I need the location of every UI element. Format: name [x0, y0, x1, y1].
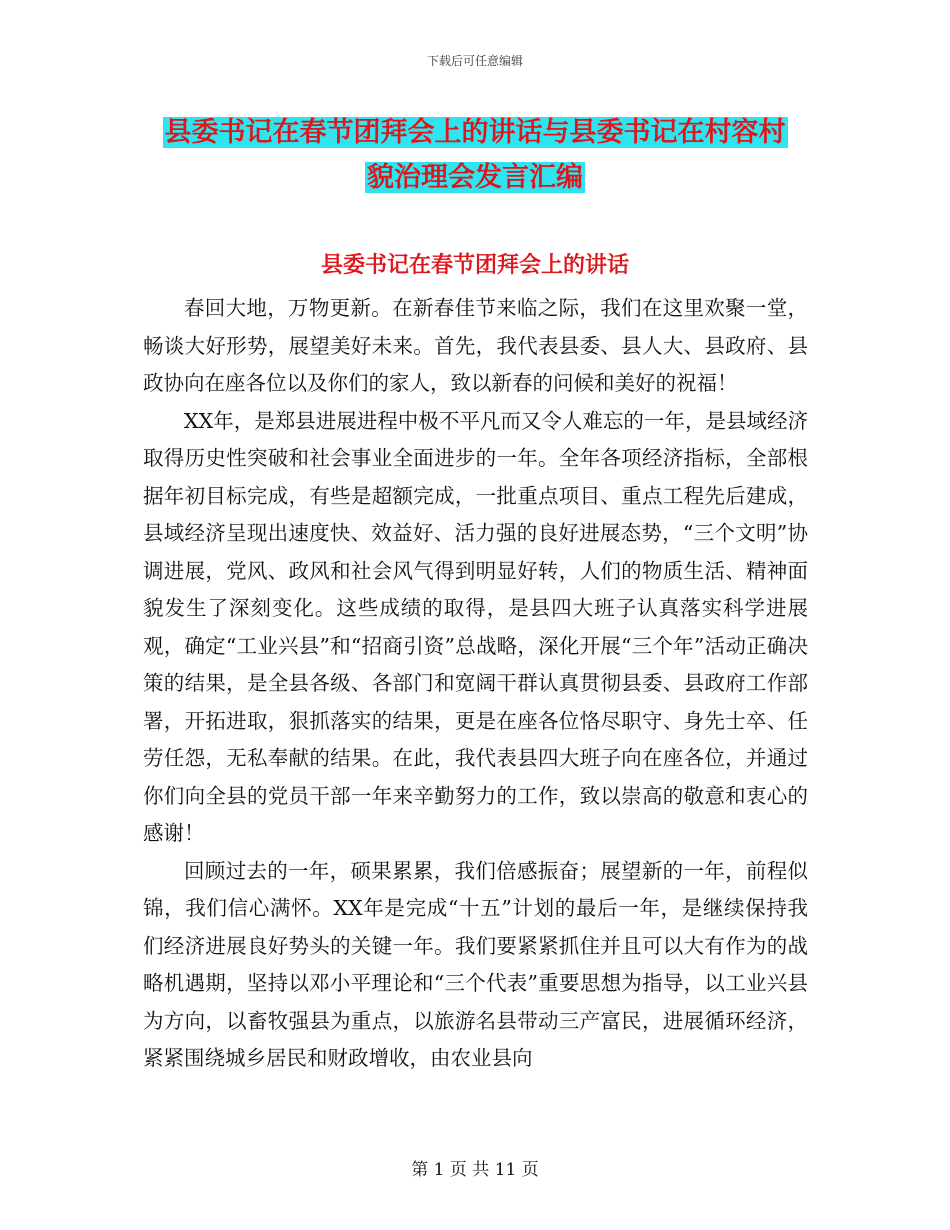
- paragraph: XX年，是郑县进展进程中极不平凡而又令人难忘的一年，是县域经济取得历史性突破和社会事业全面进步的一年。全年各项经济指标，全部根据年初目标完成，有些是超额完成，一批重点项目、重点工程先后建成，县域经济呈现出速度快、效益好、活力强的良好进展态势，“三个文明”协调进展，党风、政风和社会风气得到明显好转，人们的物质生活、精神面貌发生了深刻变化。这些成绩的取得，是县四大班子认真落实科学进展观，确定“工业兴县”和“招商引资”总战略，深化开展“三个年”活动正确决策的结果，是全县各级、各部门和宽阔干群认真贯彻县委、县政府工作部署，开拓进取，狠抓落实的结果，更是在座各位恪尽职守、身先士卒、任劳任怨，无私奉献的结果。在此，我代表县四大班子向在座各位，并通过你们向全县的党员干部一年来辛勤努力的工作，致以崇高的敬意和衷心的感谢！: [143, 408, 808, 845]
- page-footer: 第 1 页 共 11 页: [411, 1160, 539, 1180]
- paragraph: 春回大地，万物更新。在新春佳节来临之际，我们在这里欢聚一堂，畅谈大好形势，展望美好未来。首先，我代表县委、县人大、县政府、县政协向在座各位以及你们的家人，致以新春的问候和美好的祝福！: [143, 296, 808, 395]
- document-title-line-2: 貌治理会发言汇编: [367, 162, 583, 193]
- section-title: 县委书记在春节团拜会上的讲话: [320, 252, 629, 278]
- document-title: [150, 110, 800, 200]
- header-note: 下载后可任意编辑: [426, 54, 523, 68]
- document-title-line-1: 县委书记在春节团拜会上的讲话与县委书记在村容村: [164, 117, 786, 148]
- document-body: [143, 290, 808, 1078]
- paragraph: 回顾过去的一年，硕果累累，我们倍感振奋；展望新的一年，前程似锦，我们信心满怀。XX年是完成“十五”计划的最后一年，是继续保持我们经济进展良好势头的关键一年。我们要紧紧抓住并且可以大有作为的战略机遇期，坚持以邓小平理论和“三个代表”重要思想为指导，以工业兴县为方向，以畜牧强县为重点，以旅游名县带动三产富民，进展循环经济，紧紧围绕城乡居民和财政增收，由农业县向: [143, 858, 808, 1070]
